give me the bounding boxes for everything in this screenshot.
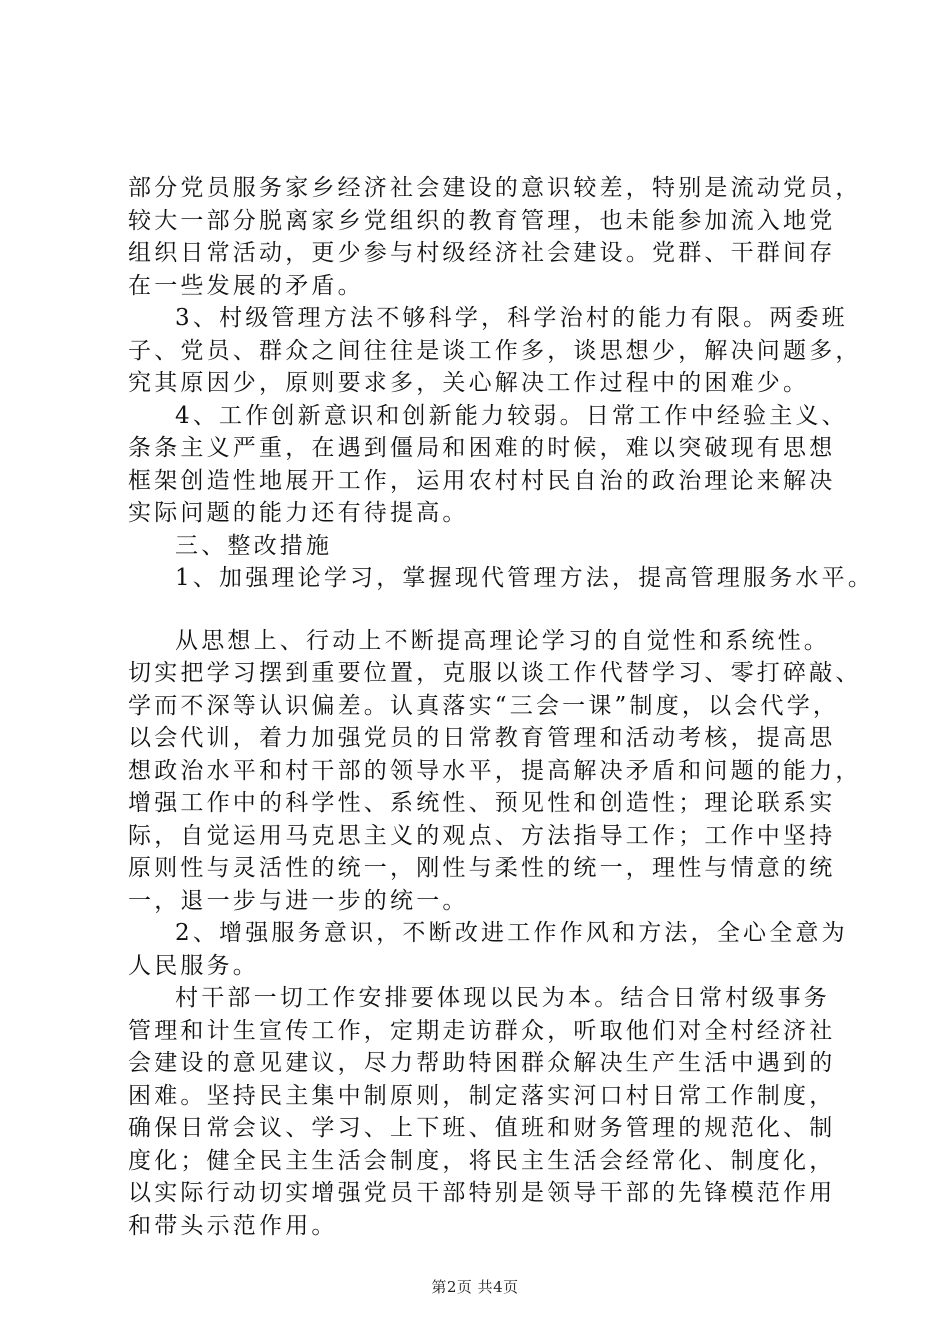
text-line: 增强工作中的科学性、系统性、预见性和创造性；理论联系实 bbox=[128, 790, 836, 816]
text-line: 实际问题的能力还有待提高。 bbox=[128, 500, 469, 526]
body-text bbox=[128, 172, 875, 1242]
text-line: 管理和计生宣传工作，定期走访群众，听取他们对全村经济社 bbox=[128, 1017, 836, 1044]
section-heading: 三、整改措施 bbox=[175, 532, 333, 559]
text-line: 3、村级管理方法不够科学，科学治村的能力有限。两委班 bbox=[175, 305, 848, 331]
text-line: 际，自觉运用马克思主义的观点、方法指导工作；工作中坚持 bbox=[128, 822, 836, 849]
text-line: 究其原因少，原则要求多，关心解决工作过程中的困难少。 bbox=[128, 370, 810, 396]
text-line: 框架创造性地展开工作，运用农村村民自治的政治理论来解决 bbox=[128, 467, 836, 494]
text-line: 从思想上、行动上不断提高理论学习的自觉性和系统性。 bbox=[175, 627, 830, 654]
text-line: 较大一部分脱离家乡党组织的教育管理，也未能参加流入地党 bbox=[128, 207, 836, 234]
text-line: 条条主义严重，在遇到僵局和困难的时候，难以突破现有思想 bbox=[128, 435, 836, 461]
text-line: 以实际行动切实增强党员干部特别是领导干部的先锋模范作用 bbox=[128, 1180, 836, 1206]
text-line: 村干部一切工作安排要体现以民为本。结合日常村级事务 bbox=[175, 985, 830, 1011]
text-line: 在一些发展的矛盾。 bbox=[128, 272, 364, 299]
text-line: 一，退一步与进一步的统一。 bbox=[128, 887, 469, 914]
text-line: 以会代训，着力加强党员的日常教育管理和活动考核，提高思 bbox=[128, 725, 836, 751]
text-line: 人民服务。 bbox=[128, 952, 259, 979]
text-line: 组织日常活动，更少参与村级经济社会建设。党群、干群间存 bbox=[128, 240, 836, 266]
page-footer: 第2页 共4页 bbox=[431, 1278, 519, 1296]
text-line: 会建设的意见建议，尽力帮助特困群众解决生产生活中遇到的 bbox=[128, 1050, 836, 1076]
subsection-heading: 1、加强理论学习，掌握现代管理方法，提高管理服务水平。 bbox=[175, 565, 875, 591]
text-line: 原则性与灵活性的统一，刚性与柔性的统一，理性与情意的统 bbox=[128, 855, 836, 881]
text-line: 切实把学习摆到重要位置，克服以谈工作代替学习、零打碎敲、 bbox=[128, 660, 862, 686]
text-line: 学而不深等认识偏差。认真落实“三会一课”制度，以会代学， bbox=[128, 692, 840, 719]
subsection-heading: 2、增强服务意识，不断改进工作作风和方法，全心全意为 bbox=[175, 920, 848, 946]
text-line: 和带头示范作用。 bbox=[128, 1212, 338, 1239]
text-line: 4、工作创新意识和创新能力较弱。日常工作中经验主义、 bbox=[175, 402, 848, 429]
text-line: 确保日常会议、学习、上下班、值班和财务管理的规范化、制 bbox=[128, 1115, 836, 1141]
text-line: 部分党员服务家乡经济社会建设的意识较差，特别是流动党员， bbox=[128, 175, 862, 201]
paragraph-gap bbox=[128, 595, 828, 625]
text-line: 度化；健全民主生活会制度，将民主生活会经常化、制度化， bbox=[128, 1147, 836, 1174]
text-line: 困难。坚持民主集中制原则，制定落实河口村日常工作制度， bbox=[128, 1082, 836, 1109]
text-line: 想政治水平和村干部的领导水平，提高解决矛盾和问题的能力， bbox=[128, 757, 862, 784]
text-line: 子、党员、群众之间往往是谈工作多，谈思想少，解决问题多， bbox=[128, 337, 862, 364]
